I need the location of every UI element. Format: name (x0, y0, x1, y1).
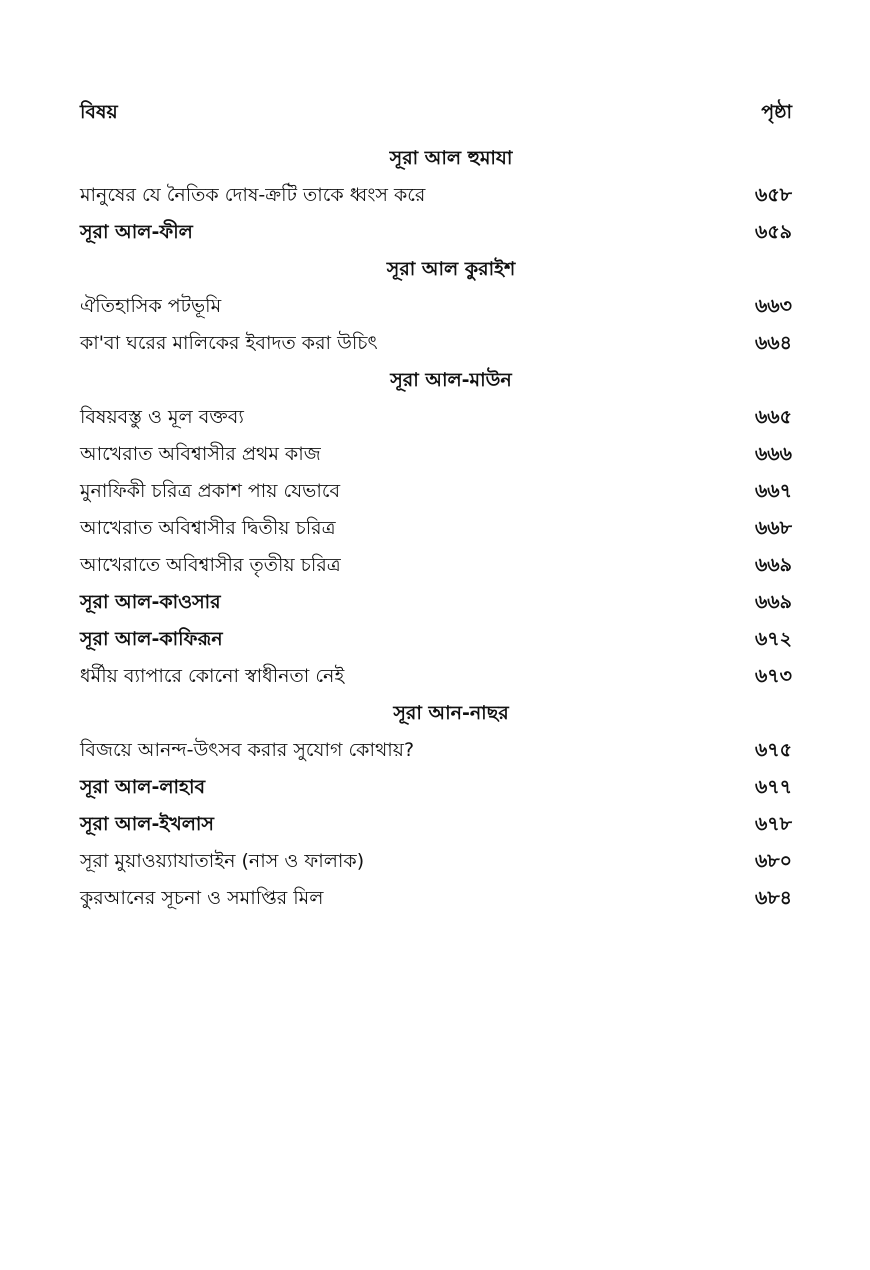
toc-entry (80, 806, 792, 843)
topic-column-label: বিষয় (80, 101, 118, 123)
toc-entry (80, 547, 792, 584)
toc-entry-page: ৬৬৪ (754, 332, 792, 354)
toc-entry-title: আখেরাত অবিশ্বাসীর প্রথম কাজ (80, 443, 321, 465)
toc-entry-title: বিজয়ে আনন্দ-উৎসব করার সুযোগ কোথায়? (80, 739, 415, 761)
toc-entry (80, 325, 792, 362)
toc-entry (80, 288, 792, 325)
toc-entry-page: ৬৭৩ (754, 665, 792, 687)
toc-entry-page: ৬৬৩ (754, 295, 792, 317)
section-heading: সূরা আল কুরাইশ (386, 258, 516, 280)
toc-entry (80, 399, 792, 436)
toc-entry (80, 584, 792, 621)
section-heading: সূরা আল-মাউন (390, 369, 512, 391)
toc-entry-title: কুরআনের সূচনা ও সমাপ্তির মিল (80, 887, 324, 909)
toc-entry-page: ৬৬৭ (754, 480, 792, 502)
toc-entry-page: ৬৮৪ (754, 887, 792, 909)
toc-entry (80, 732, 792, 769)
toc-entry-page: ৬৭২ (754, 628, 792, 650)
toc-entry-page: ৬৬৯ (754, 554, 792, 576)
toc-entry-page: ৬৬৯ (754, 591, 792, 613)
toc-entry-title: সূরা আল-কাফিরূন (80, 628, 223, 650)
toc-entry (80, 658, 792, 695)
page-column-label: পৃষ্ঠা (761, 101, 792, 123)
toc-header (80, 98, 792, 128)
toc-entry-title: সূরা আল-লাহাব (80, 776, 206, 798)
toc-entry-page: ৬৬৮ (754, 517, 792, 539)
section-heading: সূরা আল হুমাযা (389, 147, 513, 169)
toc-entry-page: ৬৫৮ (754, 184, 792, 206)
toc-entry (80, 436, 792, 473)
toc-entry-title: ধর্মীয় ব্যাপারে কোনো স্বাধীনতা নেই (80, 665, 345, 687)
toc-entry (80, 473, 792, 510)
toc-entry (80, 177, 792, 214)
toc-entry (80, 214, 792, 251)
toc-entry-page: ৬৫৯ (754, 221, 792, 243)
toc-entry-title: আখেরাতে অবিশ্বাসীর তৃতীয় চরিত্র (80, 554, 341, 576)
toc-entry (80, 621, 792, 658)
toc-entry-title: ঐতিহাসিক পটভূমি (80, 295, 222, 317)
toc-entry-title: কা'বা ঘরের মালিকের ইবাদত করা উচিৎ (80, 332, 378, 354)
toc-entry-page: ৬৮০ (754, 850, 792, 872)
toc-entry-title: সূরা আল-কাওসার (80, 591, 221, 613)
section-heading: সূরা আন-নাছর (393, 702, 509, 724)
toc-entry-page: ৬৭৫ (754, 739, 792, 761)
toc-entry-title: সূরা মুয়াওয়্যাযাতাইন (নাস ও ফালাক) (80, 850, 365, 872)
toc-entry-page: ৬৬৬ (754, 443, 792, 465)
toc-entry-title: আখেরাত অবিশ্বাসীর দ্বিতীয় চরিত্র (80, 517, 336, 539)
toc-entry (80, 769, 792, 806)
toc-entry-title: বিষয়বস্তু ও মূল বক্তব্য (80, 406, 244, 428)
table-of-contents (80, 140, 792, 917)
toc-entry-title: সূরা আল-ফীল (80, 221, 193, 243)
toc-entry (80, 880, 792, 917)
toc-entry-title: সূরা আল-ইখলাস (80, 813, 214, 835)
toc-entry-page: ৬৭৭ (754, 776, 792, 798)
toc-entry (80, 510, 792, 547)
toc-entry-page: ৬৭৮ (754, 813, 792, 835)
toc-entry-title: মানুষের যে নৈতিক দোষ-ক্রটি তাকে ধ্বংস করে (80, 184, 426, 206)
toc-entry (80, 843, 792, 880)
toc-entry-title: মুনাফিকী চরিত্র প্রকাশ পায় যেভাবে (80, 480, 341, 502)
toc-entry-page: ৬৬৫ (754, 406, 792, 428)
